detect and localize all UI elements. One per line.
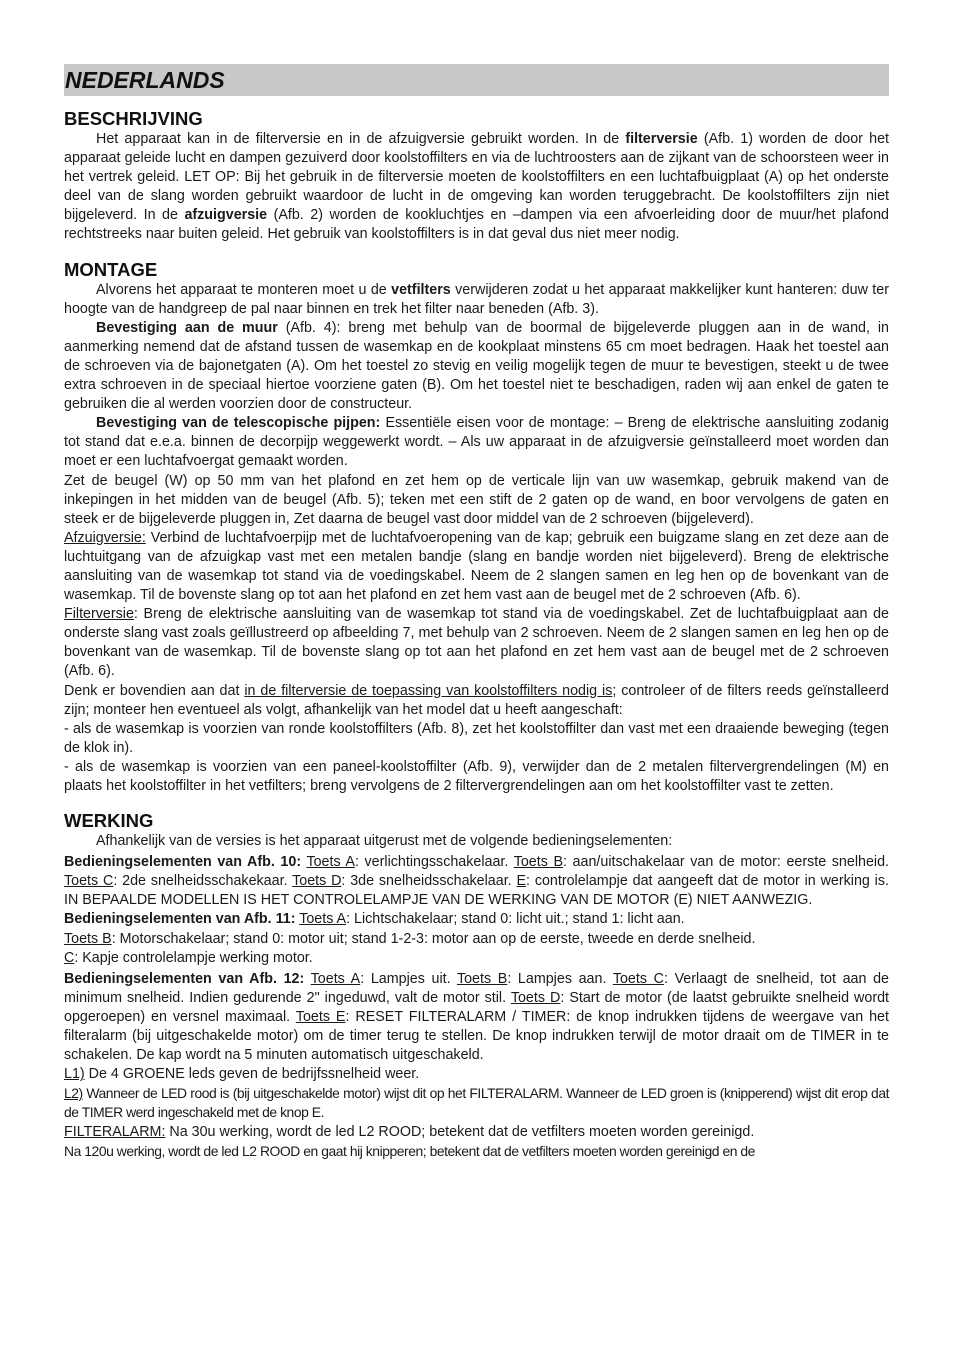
- werking-afb10: Bedieningselementen van Afb. 10: Toets A: verlichtingsschakelaar. Toets B: aan/uitschakelaar van de motor: eerste snelheid. Toets C: 2de snelheidsschakekaar. Toets D: 3de snelheidsschakelaar. E: controlelampje dat aangeeft dat de motor in werking is. IN BEPAALDE MODELLEN IS HET CONTROLELAMPJE VAN DE WERKING VAN DE MOTOR (E) NIET AANWEZIG.: [64, 854, 890, 909]
- beschrijving-paragraph: Het apparaat kan in de filterversie en in de afzuigversie gebruikt worden. In de filterversie (Afb. 1) worden de door het apparaat geleide lucht en dampen gezuiverd door koolstoffilters en via de luchtroosters aan de zijkant van de schoorsteen weer in het vertrek geleid. LET OP: Bij het gebruik in de filterversie moeten de koolstoffilters en een luchtafbuigplaat (A) op het onderste deel van de slang worden gebruikt waardoor de lucht in de omgeving kan worden teruggebracht. De koolstoffilters zijn niet bijgeleverd. In de afzuigversie (Afb. 2) worden de kookluchtjes en –dampen via een afvoerleiding door de muur/het plafond rechtstreeks naar buiten geleid. Het gebruik van koolstoffilters is in dat geval dus niet meer nodig.: [64, 131, 889, 243]
- werking-l1: L1) De 4 GROENE leds geven de bedrijfssnelheid weer.: [64, 1066, 420, 1083]
- montage-paragraph-muur: Bevestiging aan de muur (Afb. 4): breng met behulp van de boormal de bijgeleverde pluggen aan in de wand, in aanmerking nemend dat de afstand tussen de wasemkap en de kookplaat minstens 65 cm moet bedragen. Haak het toestel aan de schroeven via de bajonetgaten (A). Om het toestel zo stevig en veilig mogelijk tegen de muur te bevestigen, steekt u de twee extra schroeven in de speciaal hiertoe voorziene gaten (B). Om het toestel niet te beschadigen, raden wij aan enkel de gaten te gebruiken die al werden voorzien door de constructeur.: [64, 319, 889, 413]
- language-header: NEDERLANDS: [64, 64, 889, 96]
- werking-afb12: Bedieningselementen van Afb. 12: Toets A: Lampjes uit. Toets B: Lampjes aan. Toets C: Verlaagt de snelheid, tot aan de minimum snelheid. Indien gedurende 2" ingeduwd, valt de motor stil. Toets D: Start de motor (de laatst gebruikte snelheid wordt opgeroepen) en versnel maximaal. Toets E: RESET FILTERALARM / TIMER: de knop indrukken tijdens de weergave van het filteralarm (bij uitgeschakelde motor) om de timer terug te stellen. De knop indrukken terwijl de motor draait om de TIMER in te schakelen. De kap wordt na 5 minuten automatisch uitgeschakeld.: [64, 970, 890, 1064]
- montage-paragraph-pijpen: Bevestiging van de telescopische pijpen: Essentiële eisen voor de montage: – Breng de elektrische aansluiting zodanig tot stand dat e.e.a. binnen de decorpijp weggewerkt wordt. – Als uw apparaat in de afzuigversie geïnstalleerd moet worden dan moet er een luchtafvoergat gemaakt worden.: [64, 415, 890, 470]
- werking-afb11: Bedieningselementen van Afb. 11: Toets A: Lichtschakelaar; stand 0: licht uit.; stand 1: licht aan.: [64, 911, 685, 928]
- section-title-montage: MONTAGE: [64, 258, 158, 280]
- montage-paragraph-filterversie: Filterversie: Breng de elektrische aansluiting van de wasemkap tot stand via de voedingskabel. Zet de luchtafbuigplaat aan de onderste slang vast zoals geïllustreerd op afbeelding 7, met behulp van 2 schroeven. Neem de 2 slangen samen en leg hen op de bovenkant van de wasemkap. Til de bovenste slang op tot aan het plafond en zet hem vast aan de beugel met de 2 schroeven (Afb. 6).: [64, 606, 889, 680]
- werking-last-line: Na 120u werking, wordt de led L2 ROOD en gaat hij knipperen; betekent dat de vetfilters moeten worden gereinigd en de: [64, 1142, 755, 1159]
- werking-intro: Afhankelijk van de versies is het apparaat uitgerust met de volgende bedieningselementen:: [96, 833, 673, 850]
- werking-filteralarm: FILTERALARM: Na 30u werking, wordt de led L2 ROOD; betekent dat de vetfilters moeten worden gereinigd.: [64, 1123, 755, 1140]
- montage-list-item-paneel: - als de wasemkap is voorzien van een paneel-koolstoffilter (Afb. 9), verwijder dan de 2 metalen filtervergrendelingen (M) en plaats het koolstoffilter in het vetfilters; breng vervolgens de 2 filtervergrendelingen aan om het koolstoffilter vast te zetten.: [64, 758, 889, 794]
- section-title-beschrijving: BESCHRIJVING: [64, 108, 203, 129]
- werking-afb11-toets-b: Toets B: Motorschakelaar; stand 0: motor uit; stand 1-2-3: motor aan op de eerste, tweede en derde snelheid.: [64, 930, 756, 947]
- montage-paragraph-afzuigversie: Afzuigversie: Verbind de luchtafvoerpijp met de luchtafvoeropening van de kap; gebruik een buigzame slang en zet deze aan de luchtuitgang van de afzuigkap vast met een metalen bandje (slang en bandje worden niet bijgeleverd). Breng de elektrische aansluiting van de wasemkap tot stand via de voedingskabel. Neem de 2 slangen samen en leg hen op de bovenkant van de wasemkap. Til de bovenste slang op tot aan het plafond en zet hem vast aan de beugel met de 2 schroeven (Afb. 6).: [64, 529, 889, 604]
- section-title-werking: WERKING: [64, 810, 154, 832]
- werking-l2: L2) Wanneer de LED rood is (bij uitgeschakelde motor) wijst dit op het FILTERALARM. Wanneer de LED groen is (knipperend) wijst dit erop dat de TIMER werd ingeschakeld met de knop E.: [64, 1085, 889, 1121]
- montage-paragraph-beugel: Zet de beugel (W) op 50 mm van het plafond en zet hem op de verticale lijn van uw wasemkap, gebruik makend van de inkepingen in het midden van de beugel (Afb. 5); teken met een stift de 2 gaten op de wand, en boor vervolgens de gaten en steek er de bijgeleverde pluggen in, Zet daarna de beugel vast door middel van de 2 schroeven (bijgeleverd).: [64, 472, 889, 527]
- montage-paragraph-vetfilters: Alvorens het apparaat te monteren moet u de vetfilters verwijderen zodat u het apparaat makkelijker kunt hanteren: duw ter hoogte van de handgreep de pal naar binnen en trek het filter naar beneden (Afb. 3).: [64, 281, 889, 317]
- werking-afb11-c: C: Kapje controlelampje werking motor.: [64, 949, 313, 966]
- montage-list-item-ronde: - als de wasemkap is voorzien van ronde koolstoffilters (Afb. 8), zet het koolstoffilter dan vast met een draaiende beweging (tegen de klok in).: [64, 720, 889, 756]
- montage-paragraph-koolstoffilters: Denk er bovendien aan dat in de filterversie de toepassing van koolstoffilters nodig is; controleer of de filters reeds geïnstalleerd zijn; monteer hen eventueel als volgt, afhankelijk van het model dat u heeft aangeschaft:: [64, 682, 889, 718]
- manual-page: [64, 64, 889, 1161]
